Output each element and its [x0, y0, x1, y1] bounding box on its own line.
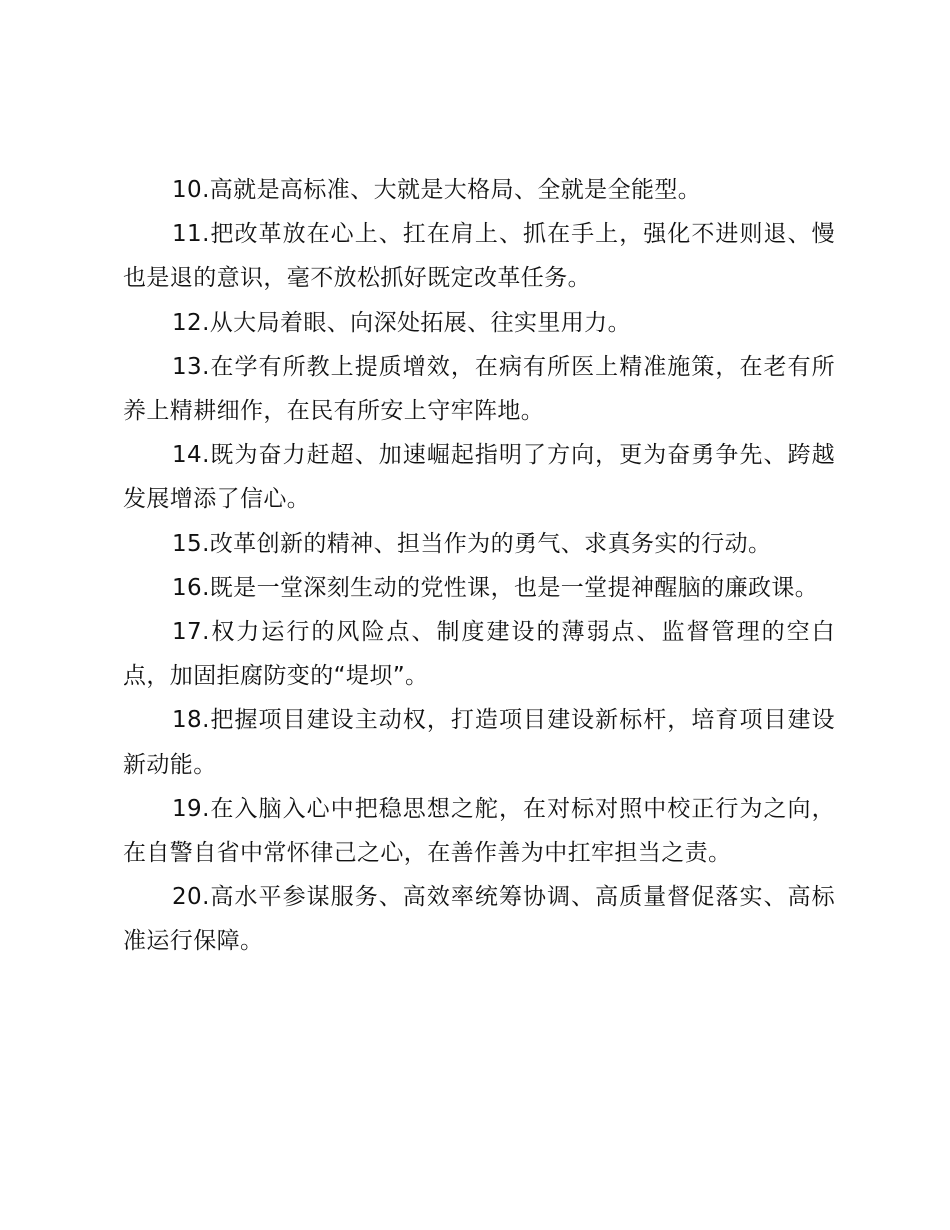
- paragraph-13: 13.在学有所教上提质增效，在病有所医上精准施策，在老有所养上精耕细作，在民有所安上守牢阵地。: [123, 353, 835, 425]
- paragraph-19: 19.在入脑入心中把稳思想之舵，在对标对照中校正行为之向，在自警自省中常怀律己之心，在善作善为中扛牢担当之责。: [123, 795, 835, 867]
- document-body: [123, 168, 835, 964]
- paragraph-15: 15.改革创新的精神、担当作为的勇气、求真务实的行动。: [172, 530, 772, 557]
- paragraph-11: 11.把改革放在心上、扛在肩上、抓在手上，强化不进则退、慢也是退的意识，毫不放松抓好既定改革任务。: [123, 221, 835, 292]
- paragraph-16: 16.既是一堂深刻生动的党性课，也是一堂提神醒脑的廉政课。: [172, 574, 819, 601]
- paragraph-14: 14.既为奋力赶超、加速崛起指明了方向，更为奋勇争先、跨越发展增添了信心。: [123, 442, 835, 513]
- paragraph-20: 20.高水平参谋服务、高效率统筹协调、高质量督促落实、高标准运行保障。: [123, 884, 835, 955]
- paragraph-10: 10.高就是高标准、大就是大格局、全就是全能型。: [172, 177, 702, 203]
- paragraph-17: 17.权力运行的风险点、制度建设的薄弱点、监督管理的空白点，加固拒腐防变的“堤坝”。: [123, 619, 835, 690]
- paragraph-12: 12.从大局着眼、向深处拓展、往实里用力。: [172, 309, 631, 336]
- paragraph-18: 18.把握项目建设主动权，打造项目建设新标杆，培育项目建设新动能。: [123, 707, 835, 778]
